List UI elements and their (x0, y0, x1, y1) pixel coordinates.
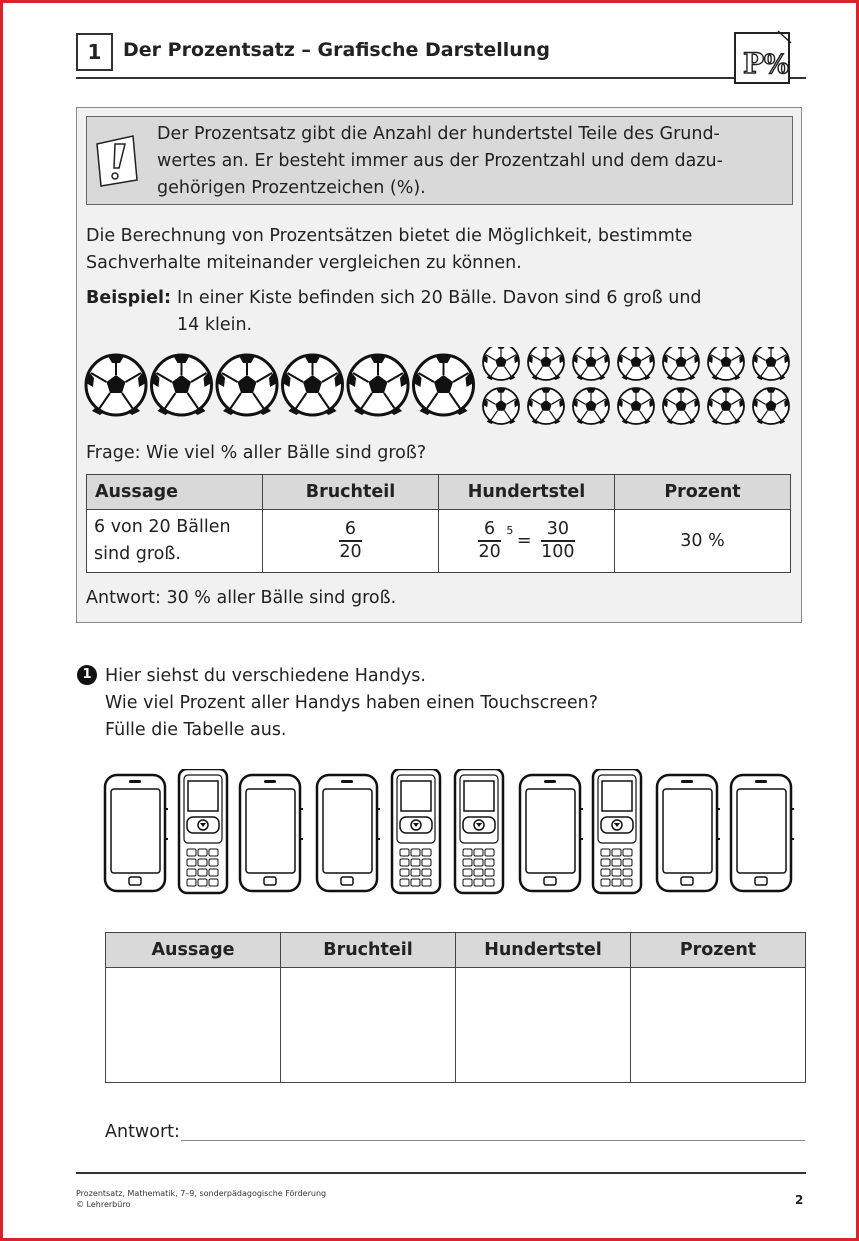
header-aussage: Aussage (87, 475, 263, 510)
example-line-2: 14 klein. (177, 315, 253, 335)
small-ball-icon (663, 388, 699, 424)
numerator: 6 (344, 519, 357, 540)
svg-text:%: % (764, 50, 789, 80)
example-label: Beispiel: (86, 288, 172, 308)
balls-illustration (83, 347, 795, 425)
input-cell-aussage[interactable] (106, 968, 281, 1083)
small-ball-icon (708, 347, 744, 380)
header-rule (76, 77, 806, 79)
header-aussage: Aussage (106, 933, 281, 968)
touchscreen-phone-icon (520, 775, 583, 891)
header-hundertstel: Hundertstel (456, 933, 631, 968)
answer-label: Antwort: (105, 1122, 180, 1142)
small-ball-icon (753, 388, 789, 424)
touchscreen-phone-icon (317, 775, 380, 891)
example-answer: Antwort: 30 % aller Bälle sind groß. (86, 588, 397, 608)
numerator: 30 (546, 519, 569, 540)
input-cell-hundertstel[interactable] (456, 968, 631, 1083)
header-prozent: Prozent (631, 933, 806, 968)
denominator: 100 (541, 541, 575, 562)
example-line-1: In einer Kiste befinden sich 20 Bälle. Davon sind 6 groß und (177, 288, 702, 308)
answer-line-field[interactable] (181, 1140, 805, 1141)
footer-rule (76, 1172, 806, 1174)
intro-line: Die Berechnung von Prozentsätzen bietet die Möglichkeit, bestimmte (86, 226, 693, 246)
task-line: Wie viel Prozent aller Handys haben einen Touchscreen? (105, 693, 599, 713)
note-line: Der Prozentsatz gibt die Anzahl der hundertstel Teile des Grund- (157, 124, 720, 144)
task-table (105, 932, 806, 1083)
intro-line: Sachverhalte miteinander vergleichen zu können. (86, 253, 522, 273)
expansion-factor: 5 (506, 524, 514, 537)
table-row (87, 510, 791, 573)
input-cell-prozent[interactable] (631, 968, 806, 1083)
touchscreen-phone-icon (731, 775, 794, 891)
small-ball-icon (663, 347, 699, 380)
note-line: gehörigen Prozentzeichen (%). (157, 178, 426, 198)
big-ball-icon (152, 355, 212, 415)
big-ball-icon (414, 355, 474, 415)
fraction (478, 519, 500, 563)
small-ball-icon (753, 347, 789, 380)
big-ball-icon (348, 355, 408, 415)
cell-aussage (87, 510, 263, 573)
keypad-phone-icon (455, 769, 503, 893)
keypad-phone-icon (179, 769, 227, 893)
svg-text:P: P (743, 47, 765, 80)
big-ball-icon (217, 355, 277, 415)
small-ball-icon (528, 388, 564, 424)
small-ball-icon (483, 347, 519, 380)
small-ball-icon (708, 388, 744, 424)
task-text (105, 663, 598, 744)
table-row (106, 968, 806, 1083)
denominator: 20 (478, 541, 501, 562)
task-line: Fülle die Tabelle aus. (105, 720, 287, 740)
intro-text (86, 223, 786, 277)
numerator: 6 (484, 519, 496, 540)
touchscreen-phone-icon (657, 775, 720, 891)
small-ball-icon (528, 347, 564, 380)
header-hundertstel: Hundertstel (439, 475, 615, 510)
percent-logo-icon (733, 29, 793, 87)
phones-illustration (103, 769, 797, 895)
denominator: 20 (339, 541, 362, 562)
header-bruchteil: Bruchteil (263, 475, 439, 510)
equals-sign: = (516, 531, 532, 551)
note-line: wertes an. Er besteht immer aus der Prozentzahl und dem dazu- (157, 151, 723, 171)
aussage-line: 6 von 20 Bällen (94, 517, 231, 537)
small-ball-icon (618, 347, 654, 380)
header-prozent: Prozent (615, 475, 791, 510)
chapter-number: 1 (76, 33, 113, 71)
exclamation-icon (93, 134, 141, 188)
footer-line: © Lehrerbüro (76, 1200, 131, 1209)
question-text: Frage: Wie viel % aller Bälle sind groß? (86, 443, 427, 463)
footer-text (76, 1188, 326, 1210)
fraction (339, 519, 361, 563)
table-header-row (87, 475, 791, 510)
example-table (86, 474, 791, 573)
input-cell-bruchteil[interactable] (281, 968, 456, 1083)
touchscreen-phone-icon (240, 775, 303, 891)
task-number-badge: 1 (77, 665, 97, 685)
page-number: 2 (795, 1193, 804, 1207)
cell-hundertstel (439, 510, 615, 573)
keypad-phone-icon (593, 769, 641, 893)
footer-line: Prozentsatz, Mathematik, 7–9, sonderpädagogische Förderung (76, 1189, 327, 1198)
header-bruchteil: Bruchteil (281, 933, 456, 968)
small-ball-icon (573, 388, 609, 424)
page-title: Der Prozentsatz – Grafische Darstellung (123, 39, 550, 61)
touchscreen-phone-icon (105, 775, 168, 891)
big-ball-icon (283, 355, 343, 415)
aussage-line: sind groß. (94, 544, 181, 564)
cell-prozent: 30 % (615, 510, 791, 573)
small-ball-icon (483, 388, 519, 424)
small-ball-icon (618, 388, 654, 424)
note-text (157, 121, 782, 202)
table-header-row (106, 933, 806, 968)
small-ball-icon (573, 347, 609, 380)
keypad-phone-icon (392, 769, 440, 893)
task-line: Hier siehst du verschiedene Handys. (105, 666, 426, 686)
cell-bruchteil (263, 510, 439, 573)
fraction (541, 519, 574, 563)
big-ball-icon (86, 355, 146, 415)
